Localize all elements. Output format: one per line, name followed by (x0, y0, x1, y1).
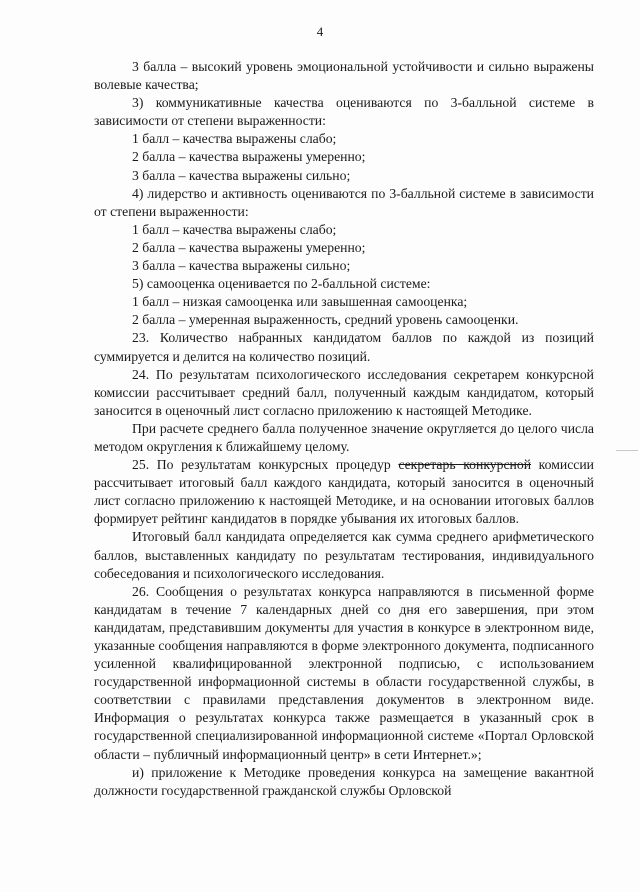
paragraph: и) приложение к Методике проведения конкурса на замещение вакантной должности государственной гражданской службы Орловской (94, 764, 594, 798)
margin-mark (616, 450, 638, 451)
paragraph-26: 26. Сообщения о результатах конкурса направляются в письменной форме кандидатам в течение 7 календарных дней со дня его завершения, при этом кандидатам, представившим документы для участия в конкурсе в электронном виде, указанные сообщения направляются в форме электронного документа, подписанного усиленной квалифицированной электронной подписью, с использованием государственной информационной системы в области государственной службы, в соответствии с правилами представления документов в электронном виде. Информация о результатах конкурса также размещается в указанный срок в государственной специализированной информационной системе «Портал Орловской области – публичный информационный центр» в сети Интернет.»; (94, 583, 594, 762)
paragraph: 3 балла – качества выражены сильно; (132, 167, 351, 183)
paragraph: 1 балл – качества выражены слабо; (132, 131, 337, 147)
paragraph: 5) самооценка оценивается по 2-балльной системе: (132, 276, 431, 292)
p25-after: комиссии рассчитывает итоговый балл каждого кандидата, который заносится в оценочный лист согласно приложению к настоящей Методике, и на основании итоговых баллов формирует рейтинг кандидатов в порядке убывания их итоговых баллов. (94, 457, 594, 527)
paragraph: 1 балл – качества выражены слабо; (132, 221, 337, 237)
paragraph: 1 балл – низкая самооценка или завышенная самооценка; (132, 294, 468, 310)
struck-text: секретарь конкурсной (398, 457, 532, 473)
paragraph: 3 балла – высокий уровень эмоциональной устойчивости и сильно выражены волевые качества; (94, 59, 594, 93)
p25-before: 25. По результатам конкурсных процедур (132, 457, 399, 473)
paragraph: При расчете среднего балла полученное значение округляется до целого числа методом округления к ближайшему целому. (94, 420, 594, 454)
paragraph: 4) лидерство и активность оцениваются по 3-балльной системе в зависимости от степени выраженности: (94, 185, 594, 219)
paragraph: 2 балла – качества выражены умеренно; (132, 149, 366, 165)
paragraph-23: 23. Количество набранных кандидатом баллов по каждой из позиций суммируется и делится на количество позиций. (94, 330, 594, 364)
paragraph: 2 балла – умеренная выраженность, средний уровень самооценки. (132, 312, 519, 328)
page-number: 4 (316, 24, 324, 39)
paragraph: 3 балла – качества выражены сильно; (132, 258, 351, 274)
paragraph-24: 24. По результатам психологического исследования секретарем конкурсной комиссии рассчитывает средний балл, полученный каждым кандидатом, который заносится в оценочный лист согласно приложению к настоящей Методике. (94, 366, 594, 418)
paragraph-25 (94, 456, 594, 528)
document-body (94, 58, 594, 800)
paragraph: 3) коммуникативные качества оцениваются по 3-балльной системе в зависимости от степени выраженности: (94, 95, 594, 129)
paragraph: 2 балла – качества выражены умеренно; (132, 239, 366, 255)
paragraph: Итоговый балл кандидата определяется как сумма среднего арифметического баллов, выставленных кандидату по результатам тестирования, индивидуального собеседования и психологического исследования. (94, 529, 594, 581)
